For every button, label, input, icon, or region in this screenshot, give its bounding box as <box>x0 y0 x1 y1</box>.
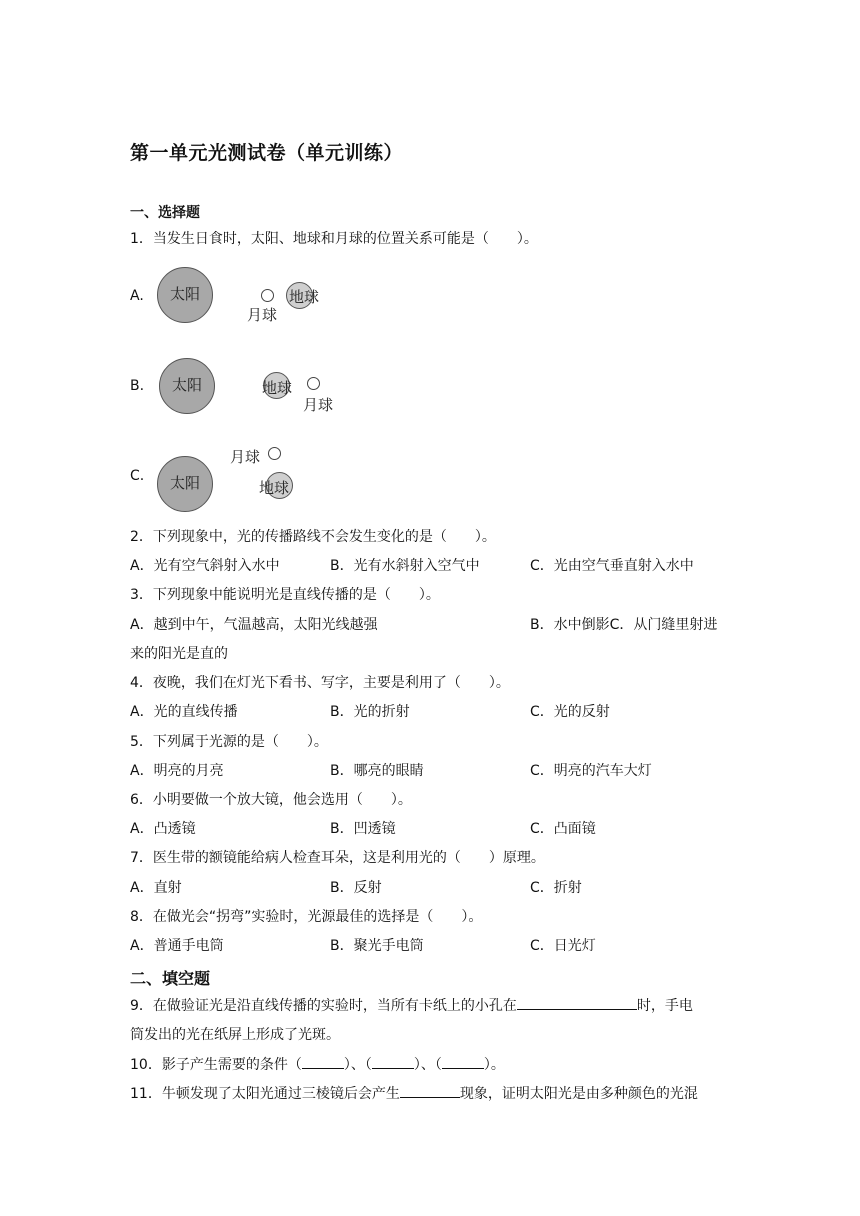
moon-label-a: 月球 <box>247 306 278 324</box>
question-4: 4．夜晚，我们在灯光下看书、写字，主要是利用了（ ）。 <box>130 675 510 691</box>
q6-option-b: B．凹透镜 <box>330 821 396 837</box>
q8-option-b: B．聚光手电筒 <box>330 938 424 954</box>
q5-option-b: B．哪亮的眼睛 <box>330 763 424 779</box>
q9-text-after: 时，手电 <box>636 998 693 1014</box>
question-8: 8．在做光会“拐弯”实验时，光源最佳的选择是（ ）。 <box>130 909 483 925</box>
q11-text-after: 现象，证明太阳光是由多种颜色的光混 <box>459 1086 698 1102</box>
q4-option-b: B．光的折射 <box>330 704 410 720</box>
moon-label-b: 月球 <box>303 396 334 414</box>
q8-option-a: A．普通手电筒 <box>130 938 224 954</box>
moon-circle-c <box>268 447 281 460</box>
question-1: 1．当发生日食时，太阳、地球和月球的位置关系可能是（ ）。 <box>130 231 538 247</box>
question-2: 2．下列现象中，光的传播路线不会发生变化的是（ ）。 <box>130 529 496 545</box>
section-heading-choice: 一、选择题 <box>130 205 200 221</box>
q2-option-c: C．光由空气垂直射入水中 <box>530 558 694 574</box>
q10-answer-blank-2[interactable] <box>372 1054 414 1069</box>
q6-option-c: C．凸面镜 <box>530 821 596 837</box>
q10-separator-1: ）、（ <box>343 1057 372 1073</box>
question-11 <box>130 1083 698 1104</box>
question-5: 5．下列属于光源的是（ ）。 <box>130 734 328 750</box>
q4-option-a: A．光的直线传播 <box>130 704 238 720</box>
q6-option-a: A．凸透镜 <box>130 821 196 837</box>
question-7: 7．医生带的额镜能给病人检查耳朵，这是利用光的（ ）原理。 <box>130 850 545 866</box>
q4-option-c: C．光的反射 <box>530 704 610 720</box>
sun-circle-c: 太阳 <box>157 456 213 512</box>
q2-option-b: B．光有水斜射入空气中 <box>330 558 480 574</box>
section-heading-fill: 二、填空题 <box>130 969 211 988</box>
q2-option-a: A．光有空气斜射入水中 <box>130 558 280 574</box>
q10-answer-blank-3[interactable] <box>442 1054 484 1069</box>
q10-separator-2: ）、（ <box>413 1057 442 1073</box>
q7-option-b: B．反射 <box>330 880 382 896</box>
q9-answer-blank[interactable] <box>517 995 637 1010</box>
question-3: 3．下列现象中能说明光是直线传播的是（ ）。 <box>130 587 440 603</box>
question-6: 6．小明要做一个放大镜，他会选用（ ）。 <box>130 792 412 808</box>
q3-option-a: A．越到中午，气温越高，太阳光线越强 <box>130 617 378 633</box>
diagram-option-a-label: A. <box>130 288 144 304</box>
q8-option-c: C．日光灯 <box>530 938 596 954</box>
sun-circle-a: 太阳 <box>157 267 213 323</box>
question-10 <box>130 1054 505 1075</box>
sun-circle-b: 太阳 <box>159 358 215 414</box>
q10-text-before: 10．影子产生需要的条件（ <box>130 1057 302 1073</box>
moon-circle-b <box>307 377 320 390</box>
q3-option-continuation: 来的阳光是直的 <box>130 646 228 662</box>
moon-label-c: 月球 <box>230 448 261 466</box>
q11-text-before: 11．牛顿发现了太阳光通过三棱镜后会产生 <box>130 1086 400 1102</box>
diagram-option-c-label: C. <box>130 468 145 484</box>
q9-text-before: 9．在做验证光是沿直线传播的实验时，当所有卡纸上的小孔在 <box>130 998 517 1014</box>
q3-option-bc: B．水中倒影C．从门缝里射进 <box>530 617 718 633</box>
question-9 <box>130 995 693 1016</box>
page-title: 第一单元光测试卷（单元训练） <box>130 142 404 164</box>
q5-option-a: A．明亮的月亮 <box>130 763 224 779</box>
earth-label-a: 地球 <box>289 288 320 306</box>
moon-circle-a <box>261 289 274 302</box>
earth-label-c: 地球 <box>259 479 290 497</box>
q7-option-c: C．折射 <box>530 880 582 896</box>
q7-option-a: A．直射 <box>130 880 182 896</box>
q11-answer-blank[interactable] <box>400 1083 460 1098</box>
earth-label-b: 地球 <box>262 379 293 397</box>
q10-text-after: ）。 <box>483 1057 505 1073</box>
question-9-continuation: 筒发出的光在纸屏上形成了光斑。 <box>130 1027 340 1043</box>
diagram-option-b-label: B. <box>130 378 145 394</box>
q5-option-c: C．明亮的汽车大灯 <box>530 763 652 779</box>
q10-answer-blank-1[interactable] <box>302 1054 344 1069</box>
